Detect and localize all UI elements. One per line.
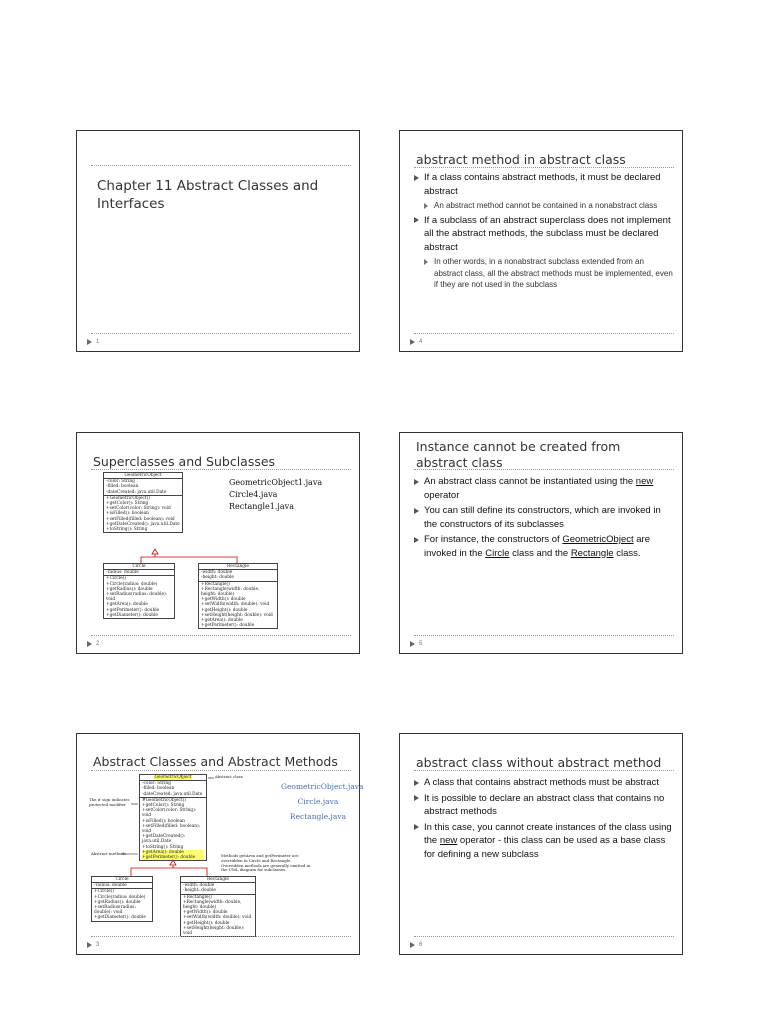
uml-method: +setHeight(height: double): void — [183, 925, 245, 937]
uml-fields — [199, 570, 277, 581]
divider — [414, 167, 674, 168]
label-abstract-methods: Abstract methods — [91, 851, 126, 856]
uml-method: +setFilled(filled: boolean): void — [106, 516, 175, 522]
uml-method: +Rectangle() — [201, 581, 230, 587]
page-number: 5 — [419, 641, 423, 647]
page-number: 1 — [96, 339, 100, 345]
uml-method: +getWidth(): double — [201, 597, 246, 603]
uml-method: +setWidth(width: double): void — [201, 602, 270, 608]
bullet-arrow-icon — [87, 942, 92, 948]
list-item: A class that contains abstract methods must be abstract — [414, 776, 674, 790]
uml-method: +Rectangle(width: double, height: double) — [201, 586, 260, 598]
uml-method: +getDateCreated(): java.util.Date — [106, 521, 180, 527]
note-overridden-methods: Methods getArea and getPerimeter are overridden in Circle and Rectangle. Overridden methods are generally omitted in the UML diagram for subclasses. — [221, 853, 311, 873]
uml-method: +getDiameter(): double — [106, 612, 158, 618]
uml-class-circle — [91, 876, 153, 922]
uml-method: +setFilled(filled: boolean): void — [142, 823, 201, 835]
uml-class-name: GeometricObject — [104, 473, 182, 479]
uml-method: +Circle(radius: double) — [106, 581, 158, 587]
slide-title: Abstract Classes and Abstract Methods — [93, 754, 338, 769]
divider — [414, 333, 674, 334]
uml-method: +setRadius(radius: double): void — [106, 592, 168, 603]
file-link[interactable]: GeometricObject.java — [281, 782, 364, 791]
uml-method: +Rectangle(width: double, height: double) — [183, 899, 242, 911]
list-item: In this case, you cannot create instances of the class using the new operator - this class can be used as a base class for defining a new subclass — [414, 821, 674, 862]
bullet-arrow-icon — [87, 641, 92, 647]
file-link[interactable]: Circle4.java — [229, 490, 278, 499]
uml-field: -color: String — [106, 479, 135, 485]
uml-method: +getDiameter(): double — [94, 915, 146, 921]
page-number: 2 — [96, 641, 100, 647]
uml-fields — [181, 883, 255, 894]
uml-method: +Rectangle() — [183, 894, 212, 900]
label-protected-modifier: The # sign indicates protected modifier — [89, 797, 130, 807]
uml-method: +getPerimeter(): double — [201, 623, 255, 629]
uml-method: +setHeight(height: double): void — [201, 612, 273, 618]
list-item: In other words, in a nonabstract subclass extended from an abstract class, all the abstract methods must be implemented, even if they are not used in the subclass — [424, 256, 674, 291]
uml-method: +setColor(color: String): void — [106, 506, 171, 512]
uml-methods — [181, 895, 255, 937]
uml-method: +isFilled(): boolean — [142, 818, 185, 824]
uml-field: -dateCreated: java.util.Date — [106, 489, 167, 495]
divider — [414, 936, 674, 937]
uml-field: -radius: double — [106, 570, 139, 576]
uml-methods — [199, 582, 277, 629]
slide-footer — [87, 942, 99, 948]
divider — [91, 635, 351, 636]
uml-method: +getRadius(): double — [106, 586, 153, 592]
slide-instance-cannot-be-created — [399, 432, 683, 654]
uml-field: -height: double — [183, 888, 216, 894]
slide-footer — [410, 339, 422, 345]
slide-title: abstract method in abstract class — [416, 152, 626, 167]
uml-method: +getArea(): double — [106, 602, 148, 608]
label-abstract-class: Abstract class — [215, 774, 243, 779]
bullet-list — [414, 475, 674, 562]
list-item: For instance, the constructors of GeometricObject are invoked in the Circle class and the Rectangle class. — [414, 533, 674, 560]
uml-method: +getArea(): double — [201, 618, 243, 624]
page-number: 4 — [419, 339, 423, 345]
file-link[interactable]: Rectangle.java — [289, 812, 347, 821]
slide-title: Chapter 11 Abstract Classes and Interfaces — [97, 178, 319, 212]
bullet-arrow-icon — [410, 942, 415, 948]
slide-abstract-method — [399, 130, 683, 352]
file-link[interactable]: Rectangle1.java — [229, 502, 294, 511]
uml-method: #GeometricObject() — [142, 797, 186, 803]
uml-field: -dateCreated: java.util.Date — [142, 791, 203, 797]
uml-method: +getPerimeter(): double — [106, 607, 160, 613]
uml-class-name: Circle — [104, 564, 174, 570]
uml-methods — [104, 576, 174, 618]
uml-method: +getColor(): String — [106, 501, 149, 507]
uml-method: +getWidth(): double — [183, 910, 228, 916]
list-item: An abstract method cannot be contained in a nonabstract class — [424, 200, 674, 212]
file-link[interactable]: Circle.java — [297, 797, 339, 806]
slide-footer — [87, 339, 99, 345]
uml-method: +getColor(): String — [142, 803, 185, 809]
page-number: 3 — [96, 942, 100, 948]
uml-class-name: Circle — [92, 877, 152, 883]
uml-method: +toString(): String — [142, 844, 184, 850]
uml-method: +isFilled(): boolean — [106, 511, 149, 517]
page-number: 6 — [419, 942, 423, 948]
uml-method: +setRadius(radius: double): void — [94, 905, 136, 916]
uml-field: -radius: double — [94, 883, 127, 889]
uml-methods — [92, 889, 152, 920]
uml-class-rectangle — [180, 876, 256, 937]
bullet-arrow-icon — [410, 641, 415, 647]
uml-method: +getRadius(): double — [94, 899, 141, 905]
bullet-list — [414, 776, 674, 863]
uml-method: +setWidth(width: double): void — [183, 915, 252, 921]
uml-method: +Circle(radius: double) — [94, 894, 146, 900]
uml-field: -width: double — [201, 570, 233, 576]
uml-class-rectangle — [198, 563, 278, 629]
bullet-arrow-icon — [410, 339, 415, 345]
list-item: An abstract class cannot be instantiated using the new operator — [414, 475, 674, 502]
divider — [91, 333, 351, 334]
uml-method: +GeometricObject() — [106, 495, 150, 501]
file-link[interactable]: GeometricObject1.java — [229, 478, 323, 487]
divider — [414, 469, 674, 470]
slide-footer — [410, 942, 422, 948]
divider — [91, 165, 351, 166]
list-item: It is possible to declare an abstract class that contains no abstract methods — [414, 792, 674, 819]
divider — [91, 936, 351, 937]
uml-method: +getDateCreated(): java.util.Date — [142, 834, 186, 845]
uml-method: +Circle() — [106, 576, 126, 582]
uml-method: +Circle() — [94, 889, 114, 895]
list-item: If a class contains abstract methods, it must be declared abstract — [414, 171, 674, 198]
slide-footer — [87, 641, 99, 647]
list-item: You can still define its constructors, which are invoked in the constructors of its subclasses — [414, 504, 674, 531]
bullet-list — [414, 171, 674, 293]
uml-class-name: Rectangle — [181, 877, 255, 883]
uml-abstract-method: +getArea(): double — [142, 850, 204, 855]
divider — [414, 635, 674, 636]
uml-abstract-method: +getPerimeter(): double — [142, 855, 204, 860]
uml-method: +getHeight(): double — [201, 607, 248, 613]
slide-title: Instance cannot be created from abstract class — [416, 439, 621, 470]
slide-chapter-title — [76, 130, 360, 352]
list-item: If a subclass of an abstract superclass does not implement all the abstract methods, the subclass must be declared abstract — [414, 214, 674, 255]
uml-field: -width: double — [183, 883, 215, 889]
bullet-arrow-icon — [87, 339, 92, 345]
uml-method: +toString(): String — [106, 527, 148, 533]
uml-method: +getHeight(): double — [183, 920, 230, 926]
divider — [414, 770, 674, 771]
uml-field: -filled: boolean — [142, 786, 175, 792]
uml-class-name: GeometricObject — [140, 775, 206, 781]
uml-field: -height: double — [201, 575, 234, 581]
slide-title: Superclasses and Subclasses — [93, 454, 276, 469]
slide-title: abstract class without abstract method — [416, 755, 662, 770]
uml-class-circle — [103, 563, 175, 619]
uml-field: -color: String — [142, 781, 171, 787]
uml-class-name: Rectangle — [199, 564, 277, 570]
slide-superclasses — [76, 432, 360, 654]
slide-abstract-classes-and-methods — [76, 733, 364, 955]
uml-method: +setColor(color: String): void — [142, 808, 197, 819]
slide-footer — [410, 641, 422, 647]
slide-abstract-class-without-method — [399, 733, 683, 955]
uml-field: -filled: boolean — [106, 484, 139, 490]
